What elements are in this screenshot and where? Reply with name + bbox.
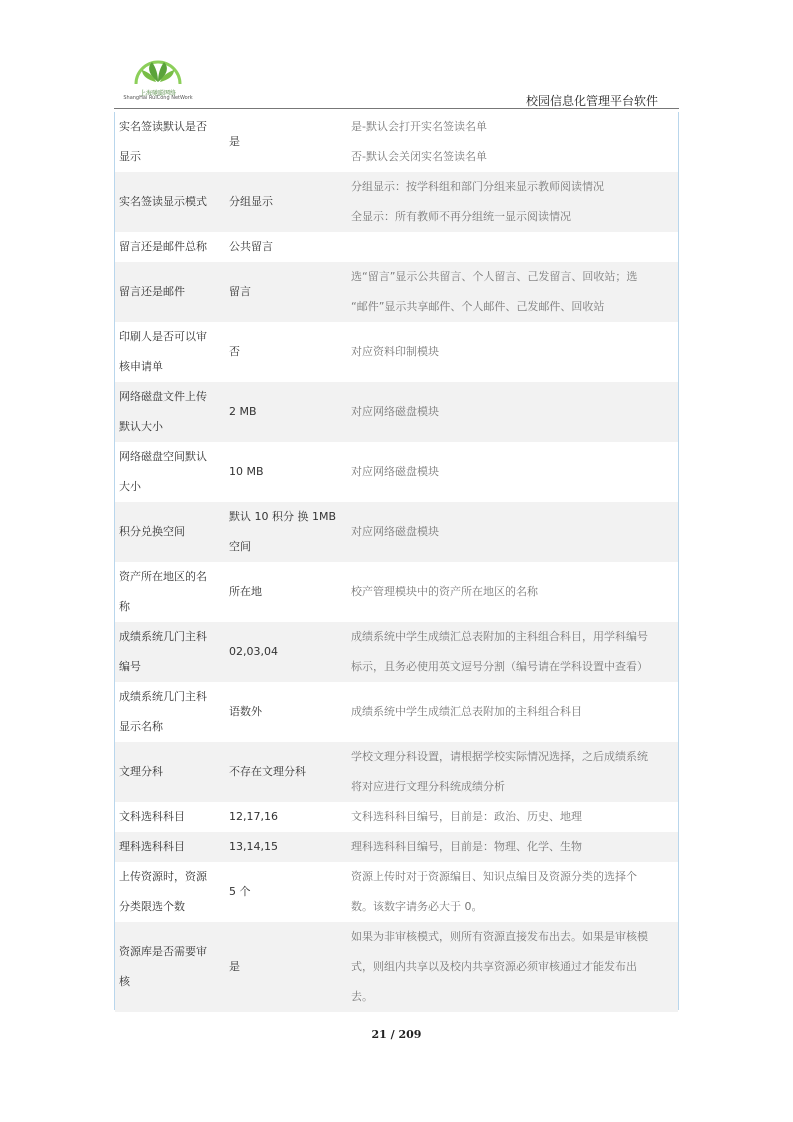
setting-name-cell: 成绩系统几门主科 编号: [115, 622, 225, 682]
logo-english-name: ShangHai RuiCong NetWork: [123, 95, 193, 101]
setting-value-cell: 13,14,15: [225, 832, 349, 862]
setting-name-cell: 文科选科科目: [119, 810, 185, 823]
table-row: [115, 562, 678, 622]
setting-name-cell: 文理分科: [115, 742, 225, 802]
setting-value-cell: 02,03,04: [225, 622, 349, 682]
settings-table: [115, 112, 678, 1012]
table-row: [115, 922, 678, 1012]
setting-description-cell: 文科选科科目编号，目前是：政治、历史、地理: [351, 810, 582, 823]
setting-description-cell: 分组显示：按学科组和部门分组来显示教师阅读情况 全显示：所有教师不再分组统一显示阅读情况: [349, 172, 678, 232]
setting-value-cell: 是: [229, 135, 240, 148]
document-title: 校园信息化管理平台软件: [525, 94, 658, 108]
table-row: [115, 862, 678, 922]
setting-description-cell: [349, 232, 678, 262]
setting-name-cell: 印刷人是否可以审 核申请单: [119, 330, 207, 373]
setting-name-cell: 上传资源时，资源 分类限选个数: [119, 870, 207, 913]
table-row: [115, 802, 678, 832]
setting-name-cell: 资产所在地区的名 称: [119, 570, 207, 613]
setting-description-cell: 成绩系统中学生成绩汇总表附加的主科组合科目: [351, 705, 582, 718]
table-row: [115, 232, 678, 262]
setting-description-cell: 成绩系统中学生成绩汇总表附加的主科组合科目，用学科编号 标示，且务必使用英文逗号分割（编号请在学科设置中查看）: [349, 622, 678, 682]
table-row: [115, 322, 678, 382]
setting-description-cell: 选“留言”显示公共留言、个人留言、己发留言、回收站；选 “邮件”显示共享邮件、个人邮件、己发邮件、回收站: [349, 262, 678, 322]
table-row: [115, 742, 678, 802]
setting-description-cell: 理科选科科目编号，目前是：物理、化学、生物: [349, 832, 678, 862]
settings-table-container: [114, 112, 679, 1010]
setting-value-cell: 10 MB: [229, 465, 264, 478]
table-row: [115, 442, 678, 502]
setting-name-cell: 网络磁盘空间默认 大小: [119, 450, 207, 493]
setting-description-cell: 学校文理分科设置，请根据学校实际情况选择，之后成绩系统 将对应进行文理分科统成绩分析: [349, 742, 678, 802]
leaf-logo-icon: [132, 54, 184, 88]
setting-value-cell: 留言: [225, 262, 349, 322]
table-row: [115, 832, 678, 862]
setting-value-cell: 公共留言: [229, 240, 273, 253]
setting-description-cell: 对应网络磁盘模块: [349, 382, 678, 442]
page-number: 21 / 209: [371, 1028, 422, 1041]
setting-value-cell: 分组显示: [225, 172, 349, 232]
setting-name-cell: 留言还是邮件总称: [119, 240, 207, 253]
setting-name-cell: 实名签读显示模式: [115, 172, 225, 232]
setting-description-cell: 对应资料印制模块: [351, 345, 439, 358]
company-logo: [118, 54, 198, 104]
table-row: [115, 382, 678, 442]
setting-description-cell: 对应网络磁盘模块: [349, 502, 678, 562]
setting-description-cell: 校产管理模块中的资产所在地区的名称: [351, 585, 538, 598]
setting-name-cell: 理科选科科目: [115, 832, 225, 862]
header-divider: [114, 108, 679, 109]
setting-value-cell: 所在地: [229, 585, 262, 598]
settings-table-body: [115, 112, 678, 1012]
table-row: [115, 502, 678, 562]
setting-description-cell: 是-默认会打开实名签读名单 否-默认会关闭实名签读名单: [351, 120, 487, 163]
table-row: [115, 622, 678, 682]
setting-value-cell: 12,17,16: [229, 810, 278, 823]
setting-value-cell: 5 个: [229, 885, 251, 898]
setting-value-cell: 默认 10 积分 换 1MB 空间: [225, 502, 349, 562]
setting-name-cell: 成绩系统几门主科 显示名称: [119, 690, 207, 733]
setting-name-cell: 留言还是邮件: [115, 262, 225, 322]
page-header: [0, 0, 793, 112]
setting-value-cell: 是: [225, 922, 349, 1012]
setting-name-cell: 网络磁盘文件上传 默认大小: [115, 382, 225, 442]
setting-value-cell: 否: [229, 345, 240, 358]
setting-value-cell: 2 MB: [225, 382, 349, 442]
table-row: [115, 682, 678, 742]
setting-value-cell: 不存在文理分科: [225, 742, 349, 802]
setting-description-cell: 对应网络磁盘模块: [351, 465, 439, 478]
setting-name-cell: 资源库是否需要审 核: [115, 922, 225, 1012]
setting-description-cell: 如果为非审核模式，则所有资源直接发布出去。如果是审核模 式，则组内共享以及校内共享资源必须审核通过才能发布出 去。: [349, 922, 678, 1012]
setting-name-cell: 实名签读默认是否 显示: [119, 120, 207, 163]
table-row: [115, 112, 678, 172]
logo-chinese-name: 上海驰聪网络: [139, 90, 176, 97]
table-row: [115, 262, 678, 322]
setting-value-cell: 语数外: [229, 705, 262, 718]
setting-description-cell: 资源上传时对于资源编目、知识点编目及资源分类的选择个 数。该数字请务必大于 0。: [351, 870, 637, 913]
table-row: [115, 172, 678, 232]
setting-name-cell: 积分兑换空间: [115, 502, 225, 562]
